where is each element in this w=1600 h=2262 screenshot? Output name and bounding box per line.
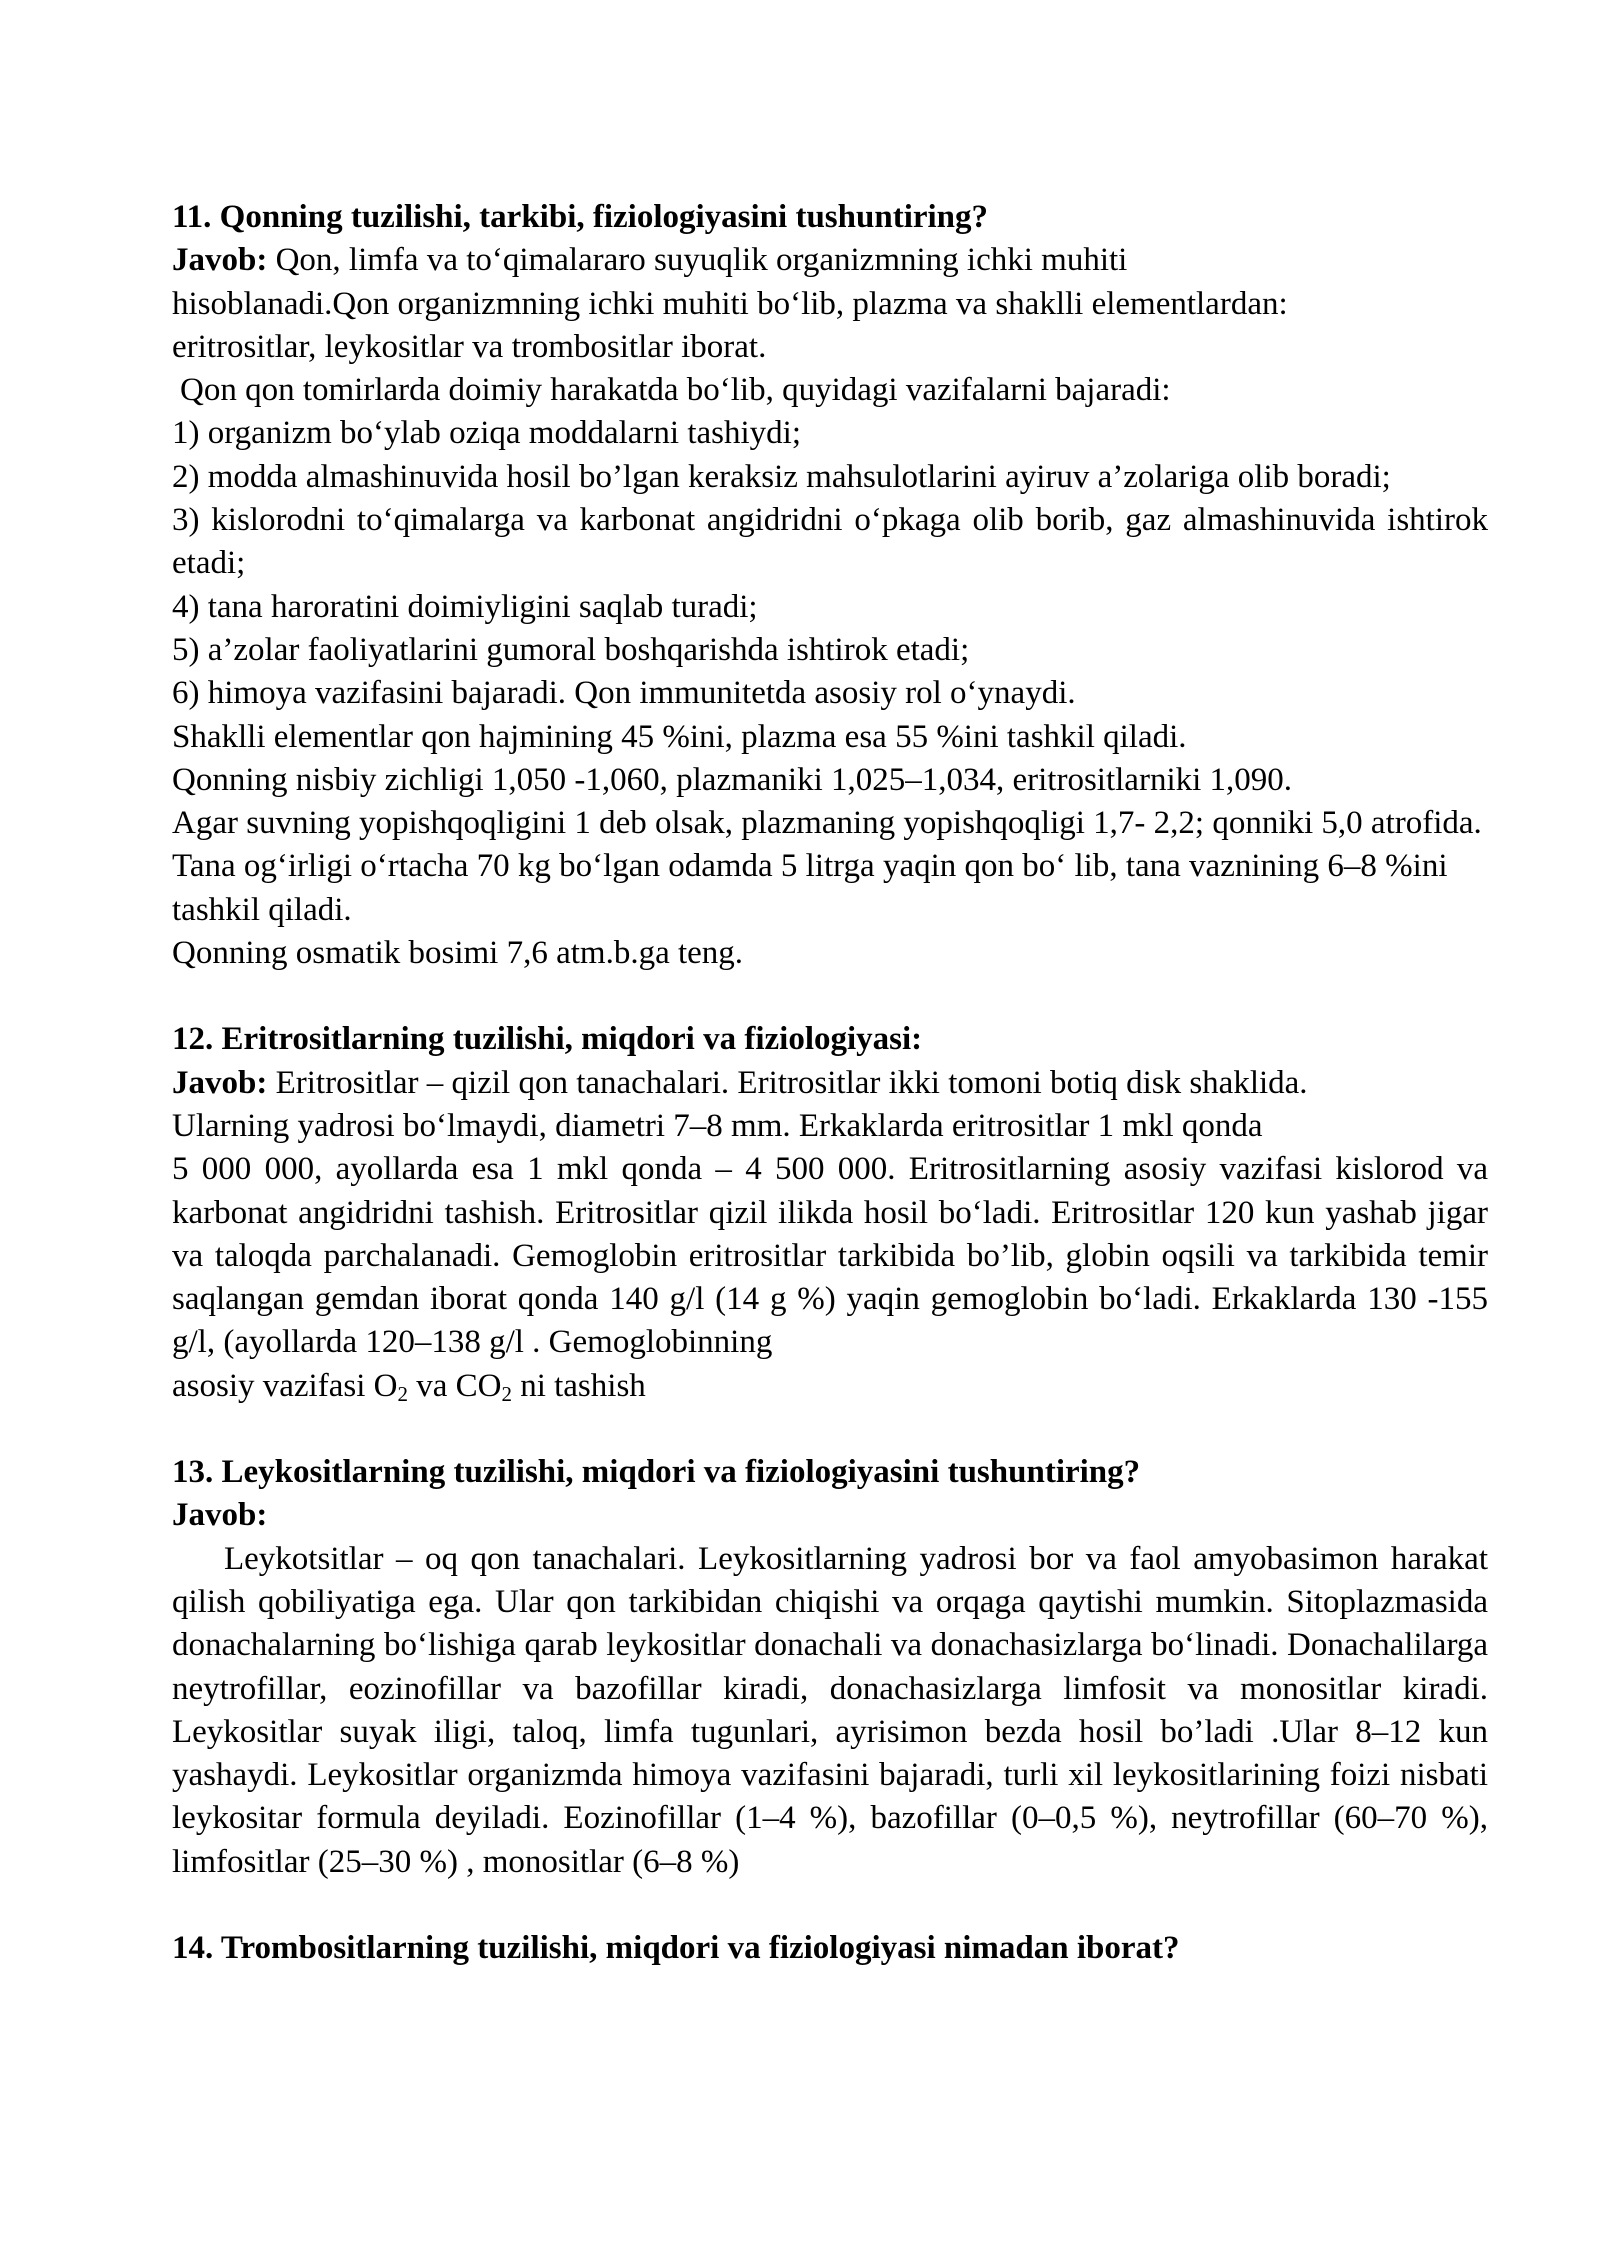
section-13-heading: 13. Leykositlarning tuzilishi, miqdori va fiziologiyasini tushuntiring? (172, 1454, 1141, 1491)
list-item: 6) himoya vazifasini bajaradi. Qon immunitetda asosiy rol o‘ynaydi. (172, 675, 1076, 712)
answer-label: Javob: (172, 1064, 268, 1101)
document-page (172, 196, 1488, 1970)
section-12-heading: 12. Eritrositlarning tuzilishi, miqdori va fiziologiyasi: (172, 1021, 923, 1058)
fact-line: Qonning nisbiy zichligi 1,050 -1,060, plazmaniki 1,025–1,034, eritrositlarniki 1,090. (172, 761, 1293, 798)
subscript: 2 (397, 1381, 408, 1406)
section-11-tasks-intro: Qon qon tomirlarda doimiy harakatda bo‘lib, quyidagi vazifalarni bajaradi: (180, 372, 1171, 409)
section-gap (172, 1408, 1488, 1451)
text-run: asosiy vazifasi O (172, 1367, 398, 1404)
answer-label: Javob: (172, 1497, 268, 1534)
section-11-intro-line-2: hisoblanadi.Qon organizmning ichki muhiti bo‘lib, plazma va shaklli elementlardan: (172, 285, 1288, 322)
section-12-body: 5 000 000, ayollarda esa 1 mkl qonda – 4 500 000. Eritrositlarning asosiy vazifasi kislorod va karbonat angidridni tashish. Eritrositlar qizil ilikda hosil bo‘ladi. Eritrositlar 120 kun yashab jigar va taloqda parchalanadi. Gemoglobin eritrositlar tarkibida bo’lib, globin oqsili va tarkibida temir saqlangan gemdan iborat qonda 140 g/l (14 g %) yaqin gemoglobin bo‘ladi. Erkaklarda 130 -155 g/l, (ayollarda 120–138 g/l . Gemoglobinning (172, 1151, 1488, 1361)
list-item: 5) a’zolar faoliyatlarini gumoral boshqarishda ishtirok etadi; (172, 631, 970, 668)
section-12-line-1-text: Eritrositlar – qizil qon tanachalari. Eritrositlar ikki tomoni botiq disk shaklida. (267, 1064, 1308, 1101)
text-run: ni tashish (511, 1367, 646, 1404)
section-11-intro-line-3: eritrositlar, leykositlar va trombositlar iborat. (172, 328, 767, 365)
section-gap (172, 1884, 1488, 1927)
fact-line: Qonning osmatik bosimi 7,6 atm.b.ga teng. (172, 935, 744, 972)
subscript: 2 (501, 1381, 512, 1406)
section-11-heading: 11. Qonning tuzilishi, tarkibi, fiziologiyasini tushuntiring? (172, 199, 989, 235)
section-12-line-1 (172, 1062, 1488, 1105)
section-12-last-line (172, 1365, 1488, 1408)
list-item: 1) organizm bo‘ylab oziqa moddalarni tashiydi; (172, 415, 801, 452)
list-item: 3) kislorodni to‘qimalarga va karbonat angidridni o‘pkaga olib borib, gaz almashinuvida ishtirok etadi; (172, 502, 1488, 582)
section-14-heading: 14. Trombositlarning tuzilishi, miqdori va fiziologiyasi nimadan iborat? (172, 1929, 1180, 1966)
section-11-intro-text: Qon, limfa va to‘qimalararo suyuqlik organizmning ichki muhiti (267, 242, 1128, 279)
answer-label: Javob: (172, 242, 268, 279)
section-11-intro-line-1 (172, 239, 1488, 282)
fact-line: Agar suvning yopishqoqligini 1 deb olsak, plazmaning yopishqoqligi 1,7- 2,2; qonniki 5,0 atrofida. (172, 805, 1482, 842)
section-gap (172, 975, 1488, 1018)
list-item: 2) modda almashinuvida hosil bo’lgan keraksiz mahsulotlarini ayiruv a’zolariga olib boradi; (172, 458, 1391, 495)
text-run: va CO (407, 1367, 502, 1404)
list-item: 4) tana haroratini doimiyligini saqlab turadi; (172, 588, 758, 625)
section-12-line-2: Ularning yadrosi bo‘lmaydi, diametri 7–8 mm. Erkaklarda eritrositlar 1 mkl qonda (172, 1107, 1263, 1144)
section-13-body: Leykotsitlar – oq qon tanachalari. Leykositlarning yadrosi bor va faol amyobasimon harakat qilish qobiliyatiga ega. Ular qon tarkibidan chiqishi va orqaga qaytishi mumkin. Sitoplazmasida donachalarning bo‘lishiga qarab leykositlar donachali va donachasizlarga bo‘linadi. Donachalilarga neytrofillar, eozinofillar va bazofillar kiradi, donachasizlarga limfosit va monositlar kiradi. Leykositlar suyak iligi, taloq, limfa tugunlari, ayrisimon bezda hosil bo’ladi .Ular 8–12 kun yashaydi. Leykositlar organizmda himoya vazifasini bajaradi, turli xil leykositlarining foizi nisbati leykositar formula deyiladi. Eozinofillar (1–4 %), bazofillar (0–0,5 %), neytrofillar (60–70 %), limfositlar (25–30 %) , monositlar (6–8 %) (172, 1540, 1488, 1880)
fact-line: Shaklli elementlar qon hajmining 45 %ini, plazma esa 55 %ini tashkil qiladi. (172, 718, 1187, 755)
fact-line: Tana og‘irligi o‘rtacha 70 kg bo‘lgan odamda 5 litrga yaqin qon bo‘ lib, tana vaznining 6–8 %ini tashkil qiladi. (172, 848, 1448, 928)
